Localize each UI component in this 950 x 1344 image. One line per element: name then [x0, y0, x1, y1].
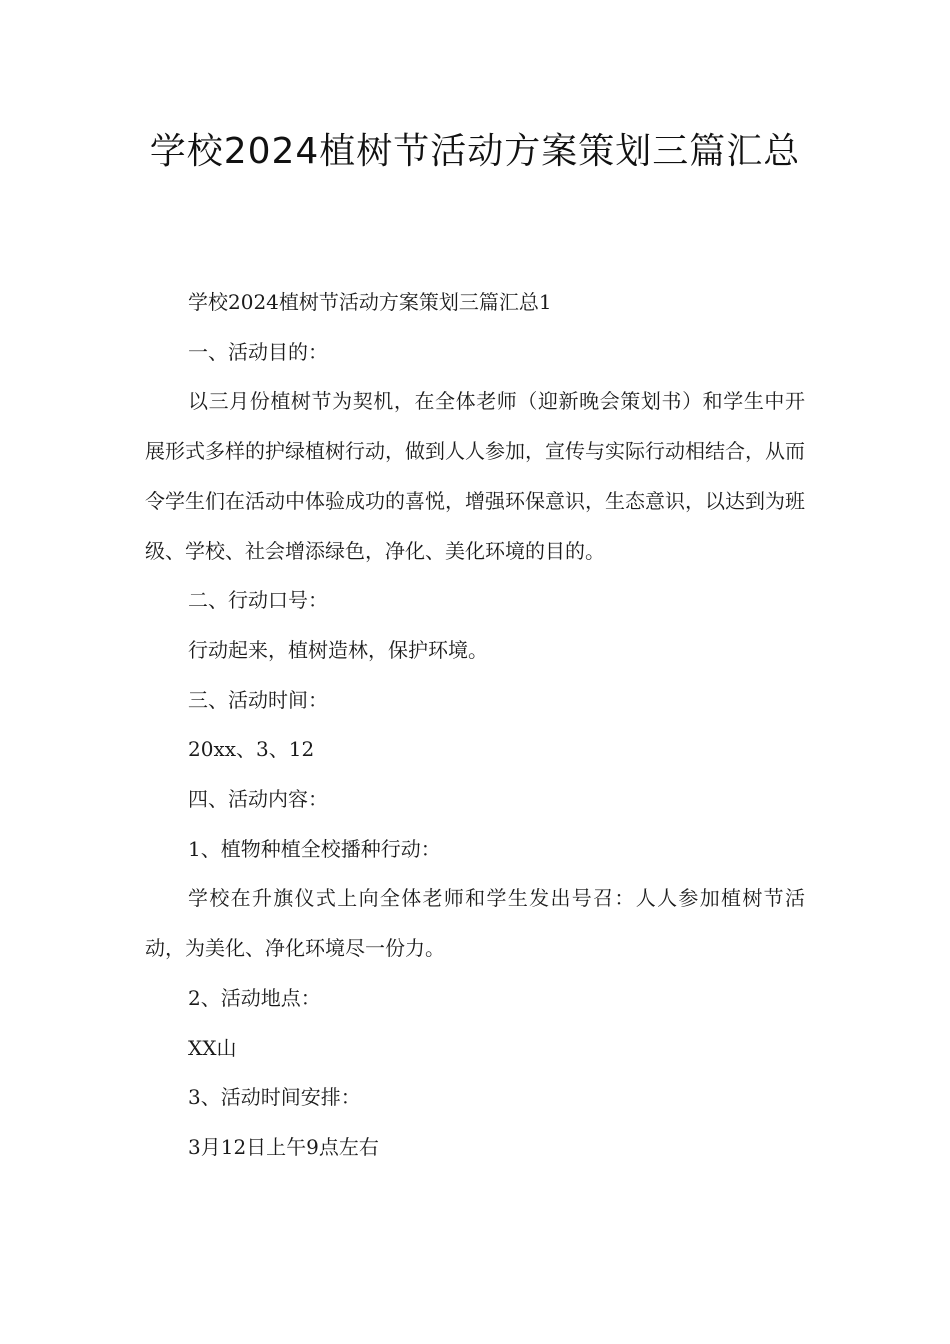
section-heading: 一、活动目的： [188, 339, 328, 364]
body-paragraph: 行动起来，植树造林，保护环境。 [188, 637, 488, 662]
body-paragraph: 3月12日上午9点左右 [188, 1134, 379, 1159]
document-body [145, 278, 805, 1173]
section-heading: 二、行动口号： [188, 588, 328, 613]
list-item-heading: 2、活动地点： [188, 985, 321, 1010]
section-heading: 三、活动时间： [188, 687, 328, 712]
body-paragraph: 20xx、3、12 [188, 737, 315, 762]
document-title: 学校2024植树节活动方案策划三篇汇总 [149, 131, 801, 172]
body-paragraph: 学校在升旗仪式上向全体老师和学生发出号召：人人参加植树节活动，为美化、净化环境尽一份力。 [145, 886, 805, 961]
body-paragraph: 以三月份植树节为契机，在全体老师（迎新晚会策划书）和学生中开展形式多样的护绿植树行动，做到人人参加，宣传与实际行动相结合，从而令学生们在活动中体验成功的喜悦，增强环保意识，生态意识，以达到为班级、学校、社会增添绿色，净化、美化环境的目的。 [145, 389, 805, 563]
list-item-heading: 3、活动时间安排： [188, 1085, 361, 1110]
section-heading: 学校2024植树节活动方案策划三篇汇总1 [188, 290, 552, 314]
section-heading: 四、活动内容： [188, 787, 328, 812]
list-item-heading: 1、植物种植全校播种行动： [188, 836, 441, 861]
body-paragraph: XX山 [188, 1035, 237, 1060]
